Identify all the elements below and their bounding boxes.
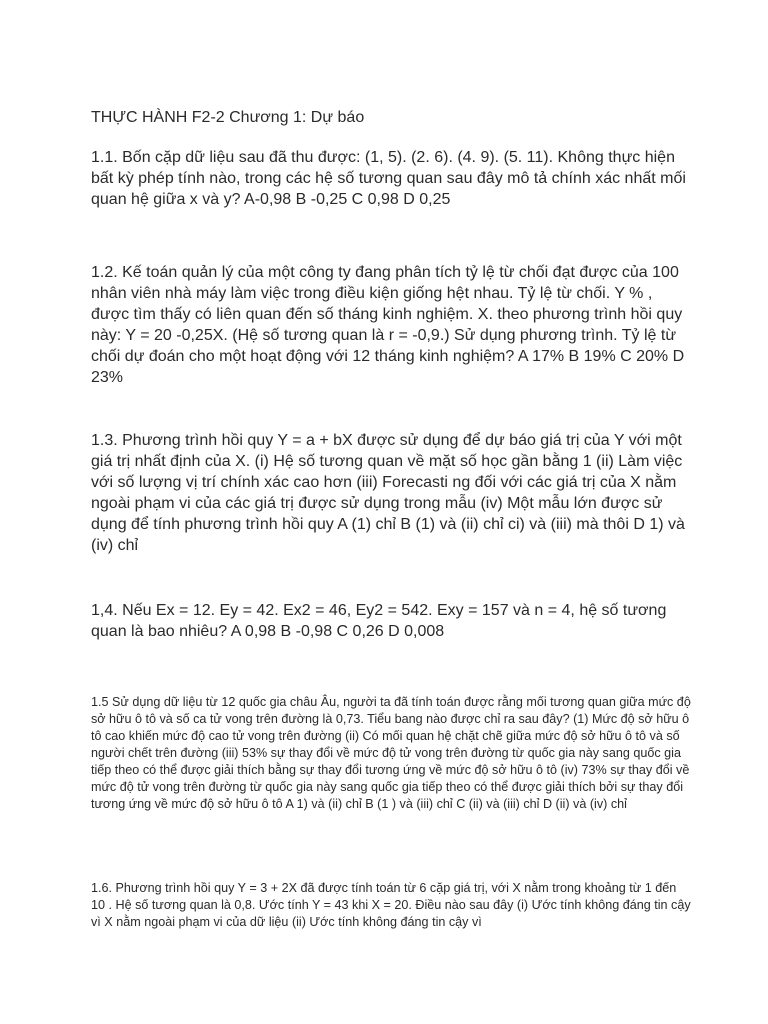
question-1-3: 1.3. Phương trình hồi quy Y = a + bX được sử dụng để dự báo giá trị của Y với một giá trị nhất định của X. (i) Hệ số tương quan về mặt số học gần bằng 1 (ii) Làm việc với số lượng vị trí chính xác cao hơn (iii) Forecasti ng đối với các giá trị của X nằm ngoài phạm vi của các giá trị được sử dụng trong mẫu (iv) Một mẫu lớn được sử dụng để tính phương trình hồi quy A (1) chỉ B (1) và (ii) chỉ ci) và (iii) mà thôi D 1) và (iv) chỉ	[91, 432, 685, 554]
question-1-6: 1.6. Phương trình hồi quy Y = 3 + 2X đã được tính toán từ 6 cặp giá trị, với X nằm trong khoảng từ 1 đến 10 . Hệ số tương quan là 0,8. Ước tính Y = 43 khi X = 20. Điều nào sau đây (i) Ước tính không đáng tin cậy vì X nằm ngoài phạm vi của dữ liệu (ii) Ước tính không đáng tin cậy vì	[91, 881, 691, 929]
question-1-4: 1,4. Nếu Ex = 12. Ey = 42. Ex2 = 46, Ey2 = 542. Exy = 157 và n = 4, hệ số tương quan là bao nhiêu? A 0,98 B -0,98 C 0,26 D 0,008	[91, 602, 667, 640]
document-title: THỰC HÀNH F2-2 Chương 1: Dự báo	[91, 109, 365, 126]
question-1-2: 1.2. Kế toán quản lý của một công ty đang phân tích tỷ lệ từ chối đạt được của 100 nhân viên nhà máy làm việc trong điều kiện giống hệt nhau. Tỷ lệ từ chối. Y % , được tìm thấy có liên quan đến số tháng kinh nghiệm. X. theo phương trình hồi quy này: Y = 20 -0,25X. (Hệ số tương quan là r = -0,9.) Sử dụng phương trình. Tỷ lệ từ chối dự đoán cho một hoạt động với 12 tháng kinh nghiệm? A 17% B 19% C 20% D 23%	[91, 264, 685, 386]
question-1-1: 1.1. Bốn cặp dữ liệu sau đã thu được: (1, 5). (2. 6). (4. 9). (5. 11). Không thực hiện bất kỳ phép tính nào, trong các hệ số tương quan sau đây mô tả chính xác nhất mối quan hệ giữa x và y? A-0,98 B -0,25 C 0,98 D 0,25	[91, 149, 686, 208]
question-1-5: 1.5 Sử dụng dữ liệu từ 12 quốc gia châu Âu, người ta đã tính toán được rằng mối tương quan giữa mức độ sở hữu ô tô và số ca tử vong trên đường là 0,73. Tiểu bang nào được chỉ ra sau đây? (1) Mức độ sở hữu ô tô cao khiến mức độ cao tử vong trên đường (ii) Có mối quan hệ chặt chẽ giữa mức độ sở hữu ô tô và số người chết trên đường (iii) 53% sự thay đổi về mức độ tử vong trên đường từ quốc gia này sang quốc gia tiếp theo có thể được giải thích bằng sự thay đổi tương ứng về mức độ sở hữu ô tô (iv) 73% sự thay đổi về mức độ tử vong trên đường từ quốc gia này sang quốc gia tiếp theo có thể được giải thích bởi sự thay đổi tương ứng về mức độ sở hữu ô tô A 1) và (ii) chỉ B (1 ) và (iii) chỉ C (ii) và (iii) chỉ D (ii) và (iv) chỉ	[91, 695, 691, 811]
